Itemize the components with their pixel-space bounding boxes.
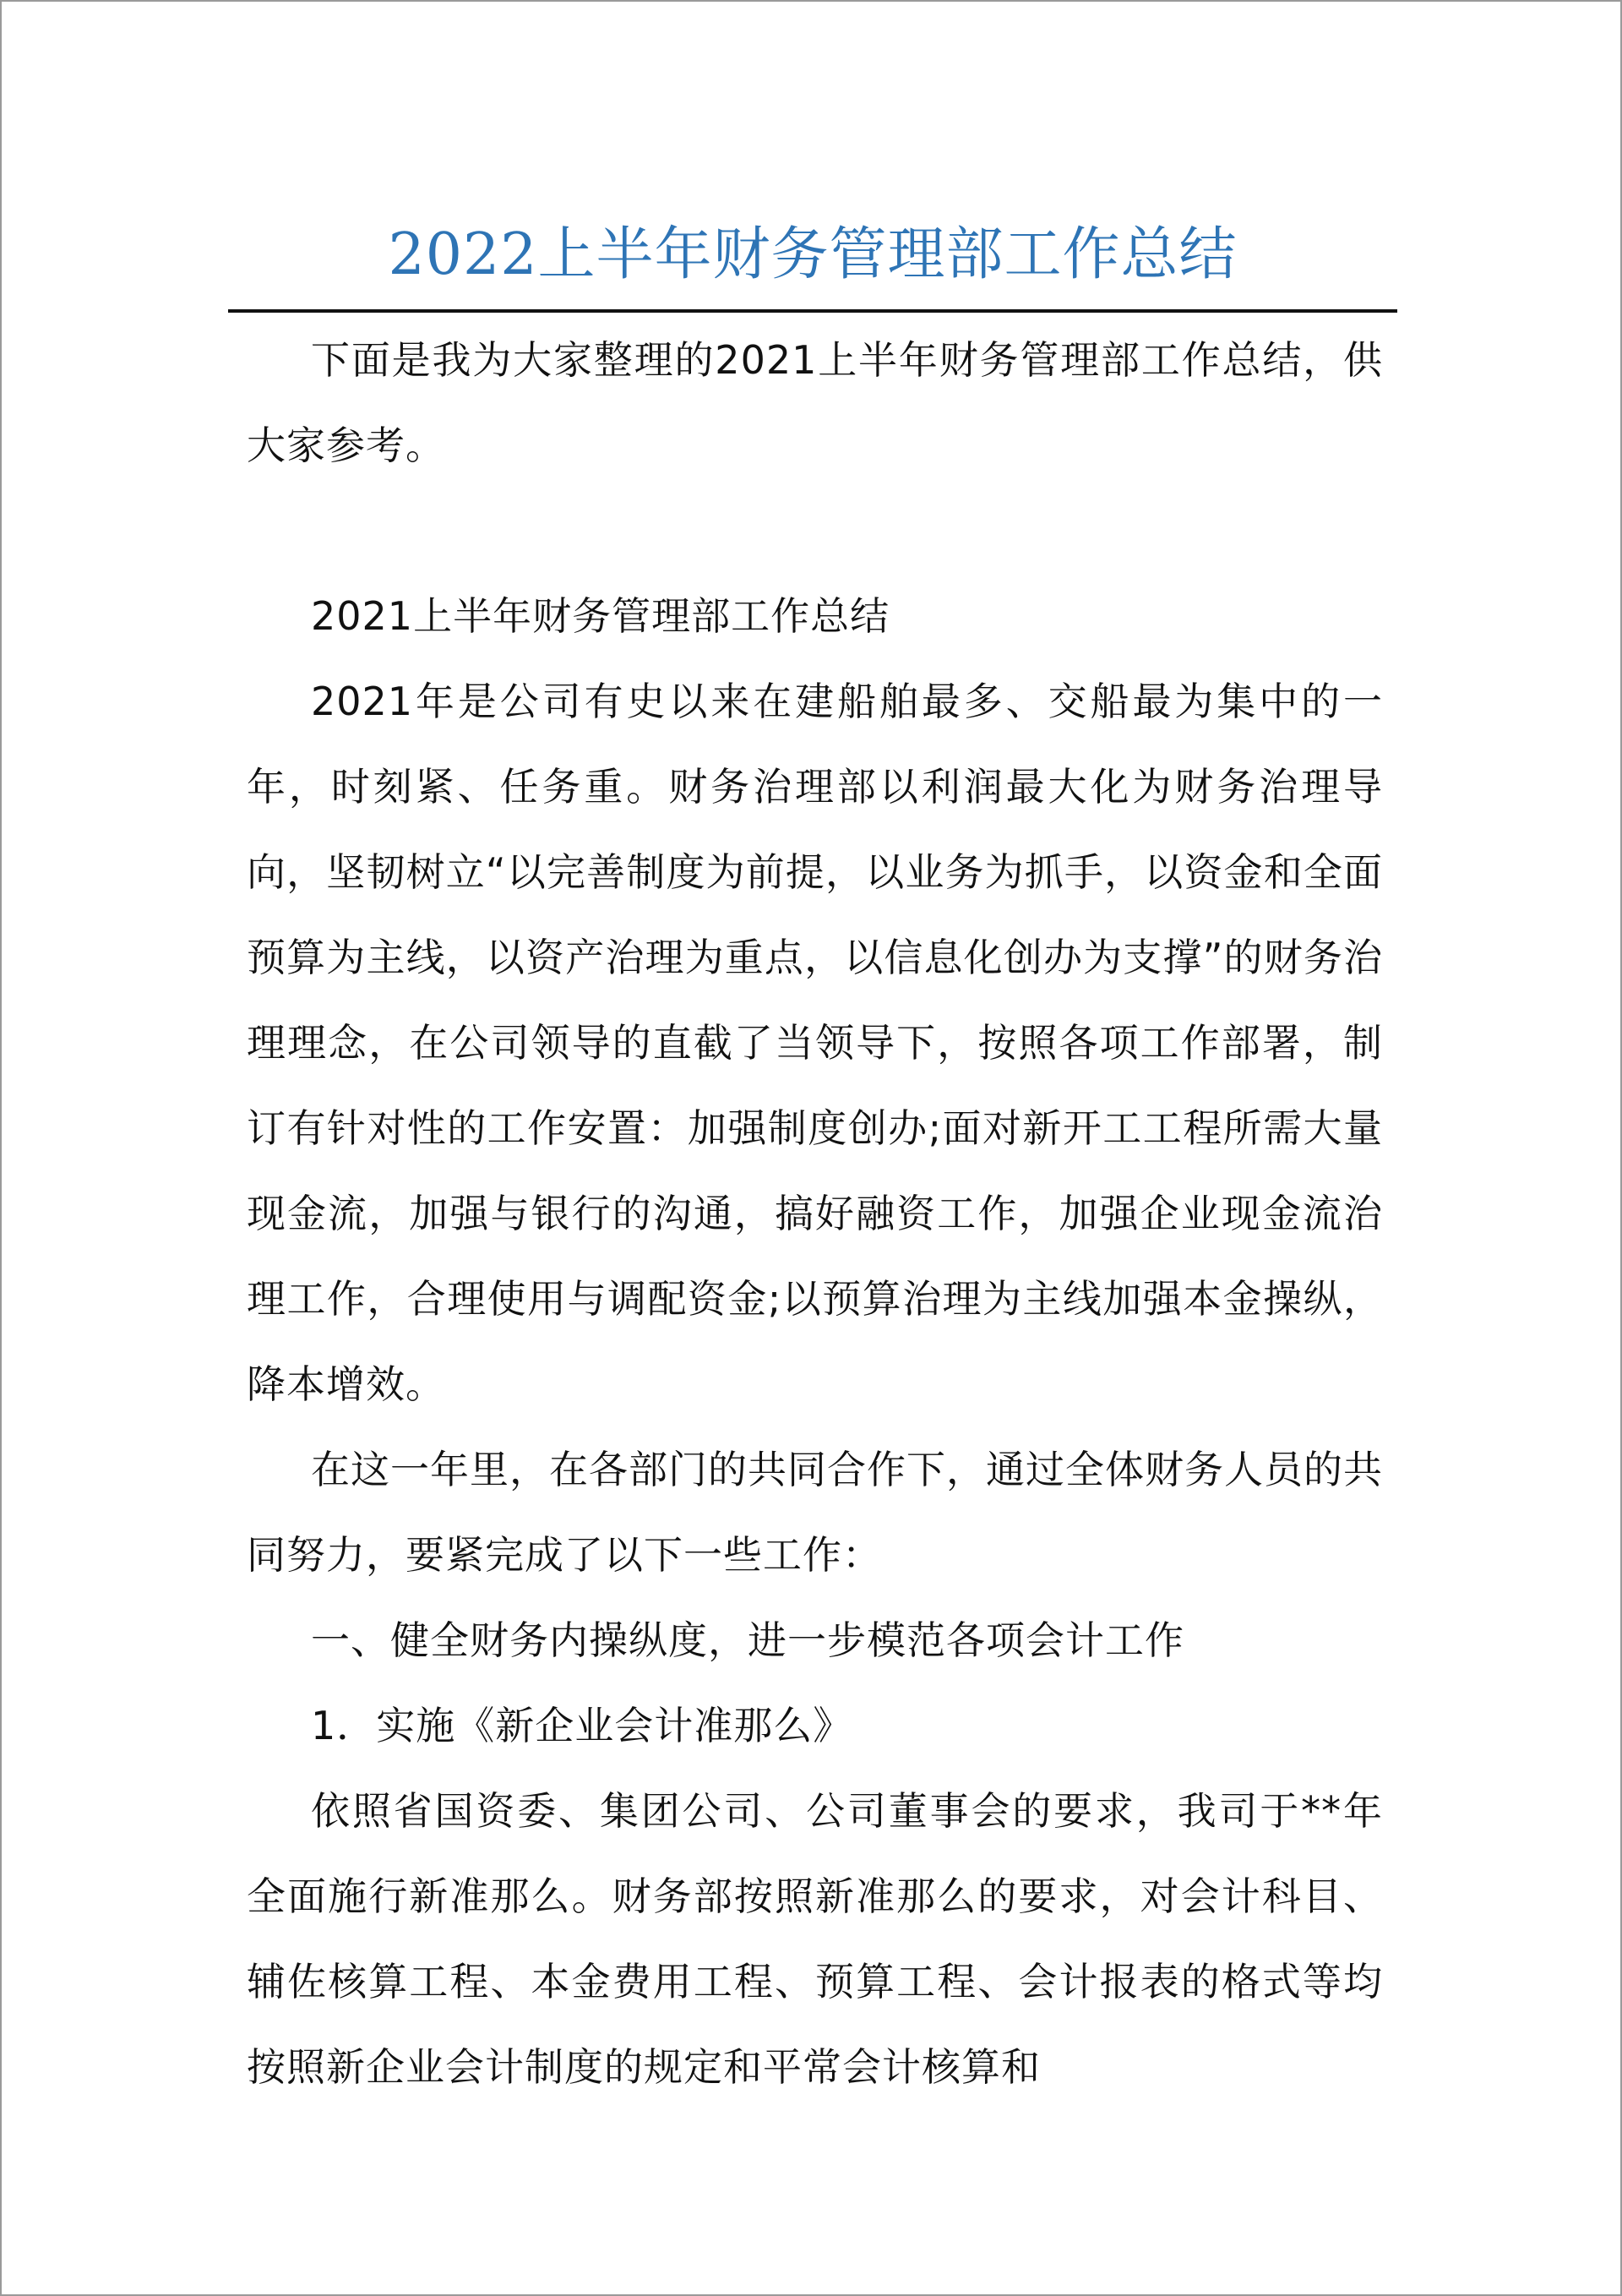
- paragraph-spacer: [247, 488, 1383, 574]
- subsection-heading: 一、健全财务内操纵度，进一步模范各项会计工作: [311, 1617, 1184, 1663]
- document-title: 2022上半年财务管理部工作总结: [388, 221, 1238, 288]
- body-paragraph: 依照省国资委、集团公司、公司董事会的要求，我司于**年全面施行新准那么。财务部按照新准那么的要求，对会计科目、辅佐核算工程、本金费用工程、预算工程、会计报表的格式等均按照新企业会计制度的规定和平常会计核算和: [247, 1788, 1383, 2090]
- body-paragraph: 在这一年里，在各部门的共同合作下，通过全体财务人员的共同努力，要紧完成了以下一些工作：: [247, 1447, 1383, 1578]
- intro-paragraph: 下面是我为大家整理的2021上半年财务管理部工作总结，供大家参考。: [247, 337, 1383, 468]
- item-heading: 1．实施《新企业会计准那么》: [311, 1703, 853, 1748]
- document-body: [247, 318, 1383, 2110]
- title-underline: [228, 309, 1397, 313]
- body-paragraph: 2021年是公司有史以来在建船舶最多、交船最为集中的一年，时刻紧、任务重。财务治理部以利润最大化为财务治理导向，坚韧树立“以完善制度为前提，以业务为抓手，以资金和全面预算为主线，以资产治理为重点，以信息化创办为支撑”的财务治理理念，在公司领导的直截了当领导下，按照各项工作部署，制订有针对性的工作安置：加强制度创办;面对新开工工程所需大量现金流，加强与银行的沟通，搞好融资工作，加强企业现金流治理工作，合理使用与调配资金;以预算治理为主线加强本金操纵，降本增效。: [247, 679, 1383, 1407]
- section-heading: 2021上半年财务管理部工作总结: [311, 593, 890, 639]
